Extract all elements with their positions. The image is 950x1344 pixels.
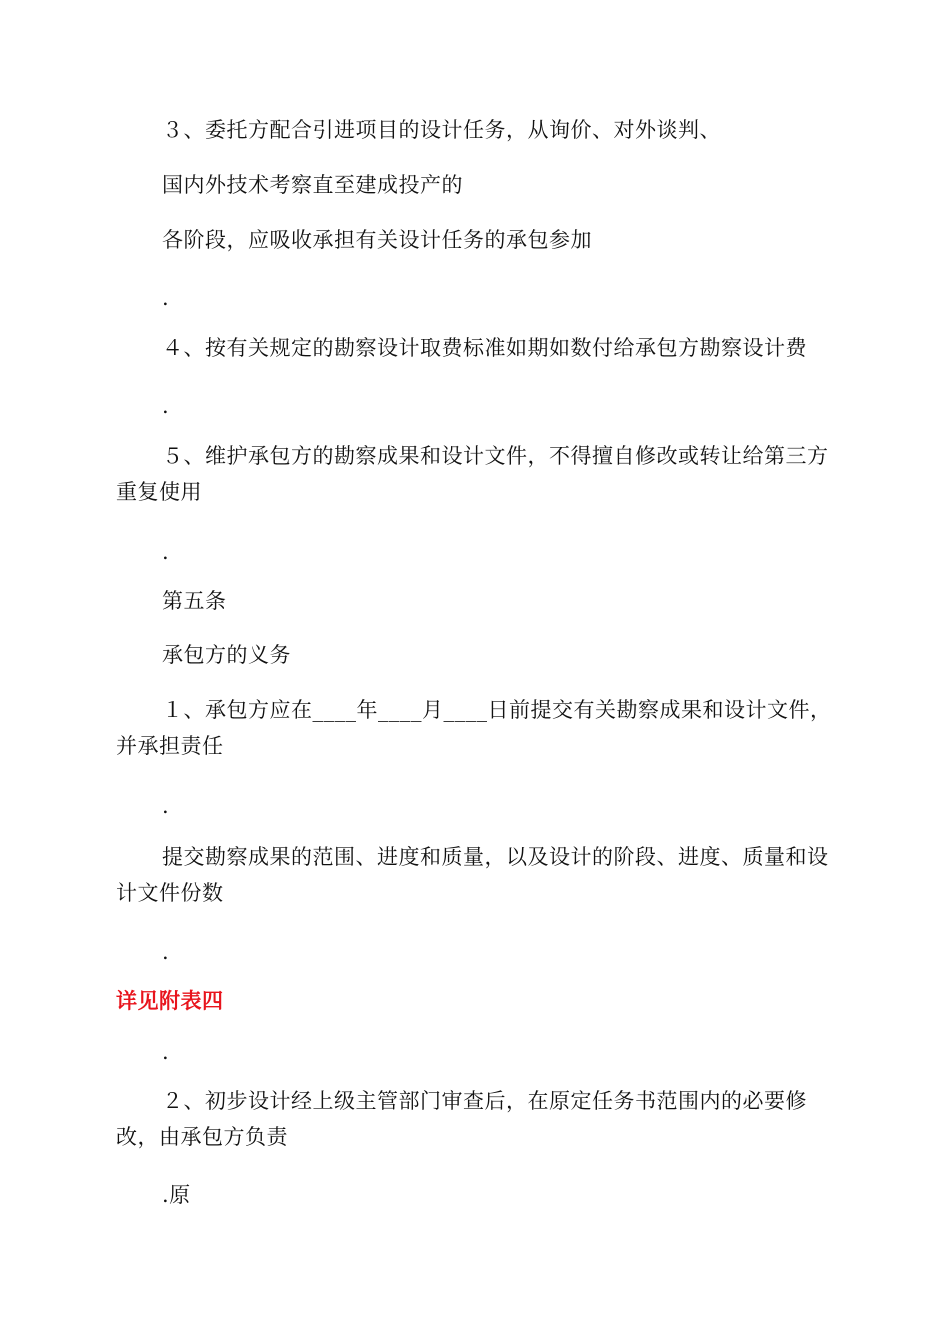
paragraph-3-line-2: 国内外技术考察直至建成投产的	[162, 173, 463, 197]
appendix-reference: 详见附表四	[116, 989, 224, 1013]
paragraph-5: ５、维护承包方的勘察成果和设计文件，不得擅自修改或转让给第三方重复使用	[116, 444, 829, 504]
clause-2: ２、初步设计经上级主管部门审查后，在原定任务书范围内的必要修改，由承包方负责	[116, 1089, 807, 1149]
paragraph-3-line-1: ３、委托方配合引进项目的设计任务，从询价、对外谈判、	[162, 118, 721, 142]
separator-dot: .	[162, 794, 170, 818]
article-heading: 第五条	[162, 589, 227, 613]
paragraph-3-line-3: 各阶段，应吸收承担有关设计任务的承包参加	[162, 228, 592, 252]
clause-1: １、承包方应在____年____月____日前提交有关勘察成果和设计文件，并承担责任	[116, 698, 832, 758]
separator-dot: .	[162, 1040, 170, 1064]
separator-dot: .	[162, 394, 170, 418]
scope-paragraph: 提交勘察成果的范围、进度和质量，以及设计的阶段、进度、质量和设计文件份数	[116, 845, 829, 905]
section-title: 承包方的义务	[162, 643, 291, 667]
separator-dot: .	[162, 286, 170, 310]
paragraph-4: ４、按有关规定的勘察设计取费标准如期如数付给承包方勘察设计费	[162, 336, 807, 360]
separator-dot: .	[162, 540, 170, 564]
text-fragment: .原	[162, 1183, 191, 1207]
separator-dot: .	[162, 940, 170, 964]
